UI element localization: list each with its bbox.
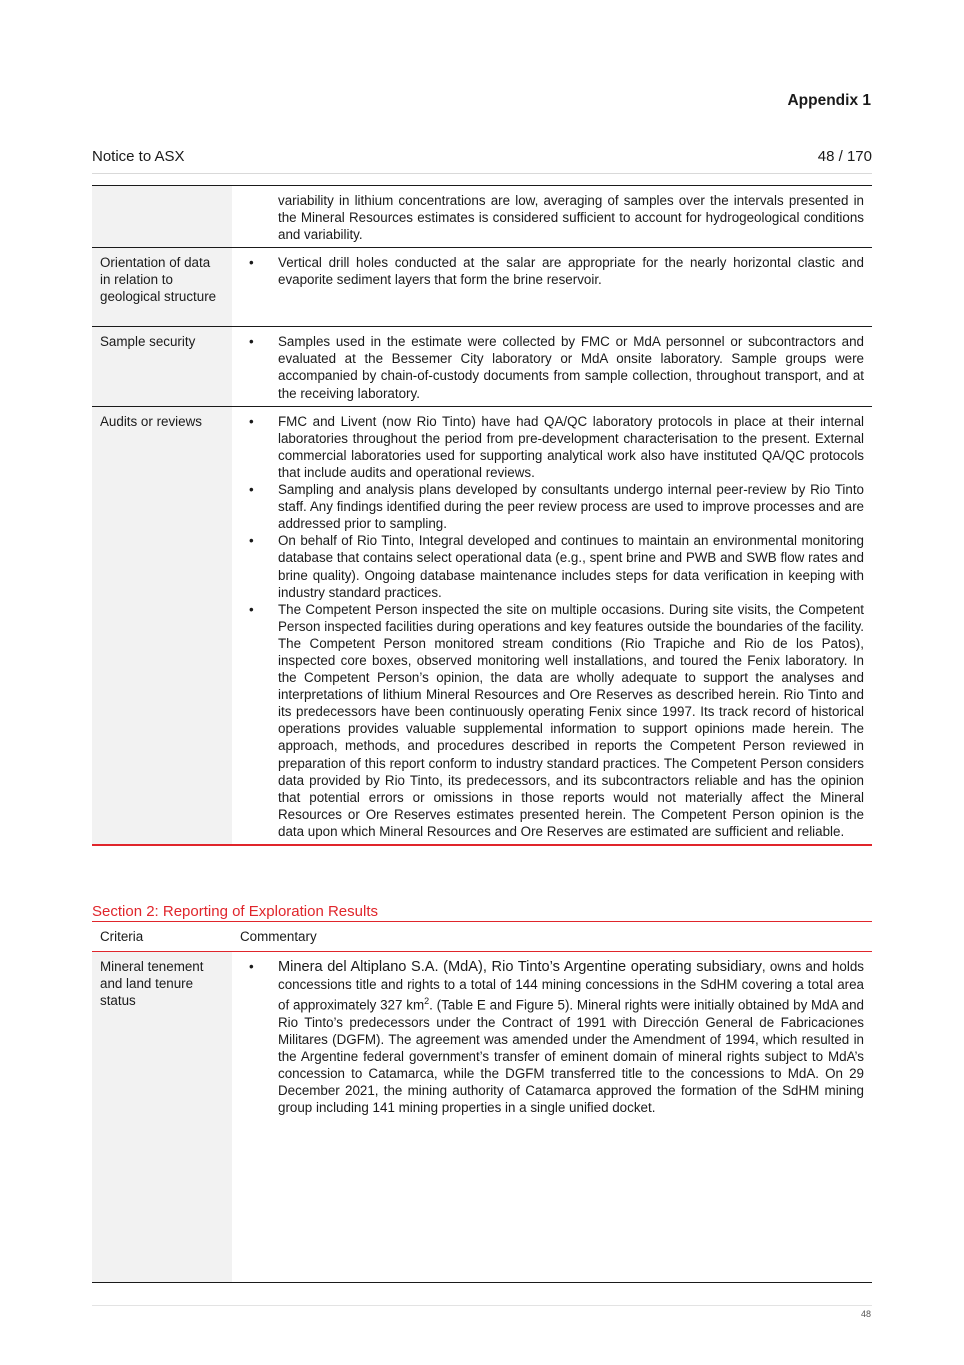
list-item xyxy=(278,958,864,1116)
list-item: • FMC and Livent (now Rio Tinto) have had QA/QC laboratory protocols in place at their internal laboratories throughout the period from pre-development characterisation to the present. External commercial laboratories used for supporting analytical work also have instituted QA/QC protocols that include audits and operational reviews. xyxy=(278,413,864,481)
criteria-cell xyxy=(92,186,232,248)
list-item: • Samples used in the estimate were collected by FMC or MdA personnel or subcontractors and evaluated at the Bessemer City laboratory or MdA onsite laboratory. Sample groups were accompanied by chain-of-custody documents from sample collection, throughout transport, and at the receiving laboratory. xyxy=(278,333,864,401)
section2-table xyxy=(92,922,872,1283)
footer-divider xyxy=(92,1305,872,1306)
table-row xyxy=(92,952,872,1283)
list-item: • The Competent Person inspected the site on multiple occasions. During site visits, the Competent Person inspected facilities during operations and key features outside the boundaries of the facility. The Competent Person monitored stream conditions (Rio Trapiche and Rio de los Patos), inspected core boxes, observed monitoring well installations, and toured the Fenix laboratory. In the Competent Person’s opinion, the data are wholly adequate to support the analyses and interpretations of lithium Mineral Resources and Ore Reserves as described herein. Rio Tinto and its predecessors have been continuously operating Fenix since 1997. Its track record of historical operations provides valuable supplemental information to support opinions made herein. The approach, methods, and procedures described in reports the Competent Person reviewed in preparation of this report conform to industry standard practices. The Competent Person considers data provided by Rio Tinto, its predecessors, and its subcontractors reliable and has the opinion that potential errors or omissions in those reports would not materially affect the Mineral Resources or Ore Reserves estimates presented herein. The Competent Person opinion is the data upon which Mineral Resources and Ore Reserves are estimated are sufficient and reliable. xyxy=(278,601,864,840)
commentary-cell xyxy=(232,952,872,1283)
commentary-cell xyxy=(232,327,872,406)
criteria-cell: Audits or reviews xyxy=(92,406,232,845)
lead-text: Minera del Altiplano S.A. (MdA), Rio Tinto’s Argentine operating subsidiary xyxy=(278,959,762,976)
continuation-text: variability in lithium concentrations are low, averaging of samples over the intervals presented in the Mineral Resources estimates is considered sufficient to account for hydrogeological conditions and variability. xyxy=(278,193,864,243)
page-header xyxy=(92,148,872,165)
list-item: • On behalf of Rio Tinto, Integral developed and continues to maintain an environmental monitoring database that contains select operational data (e.g., spent brine and PWB and SWB flow rates and brine quality). Ongoing database maintenance includes steps for data verification in keeping with industry standard practices. xyxy=(278,532,864,600)
section-title: Section 2: Reporting of Exploration Results xyxy=(92,903,378,920)
appendix-label: Appendix 1 xyxy=(787,92,871,109)
body-text: , owns and holds concessions title and rights to a total of 144 mining concessions in the SdHM covering a total area of approximately 327 km xyxy=(278,959,864,1013)
commentary-header: Commentary xyxy=(232,922,872,952)
table-row xyxy=(92,186,872,248)
criteria-cell: Orientation of data in relation to geological structure xyxy=(92,248,232,327)
footer-page-number: 48 xyxy=(860,1309,871,1319)
list-item: • Vertical drill holes conducted at the salar are appropriate for the nearly horizontal clastic and evaporite sediment layers that form the brine reservoir. xyxy=(278,254,864,288)
table-header-row xyxy=(92,922,872,952)
criteria-cell: Mineral tenement and land tenure status xyxy=(92,952,232,1283)
commentary-cell xyxy=(232,186,872,248)
commentary-cell xyxy=(232,406,872,845)
table-row xyxy=(92,248,872,327)
page-counter: 48 / 170 xyxy=(817,148,872,165)
criteria-cell: Sample security xyxy=(92,327,232,406)
superscript: 2 xyxy=(424,996,430,1007)
body-text-continued: . (Table E and Figure 5). Mineral rights were initially obtained by MdA and Rio Tinto’s predecessors under the Contract of 1991 with Dirección General de Fabricaciones Militares (DGFM). The agreement was amended under the Amendment of 1994, which resulted in the Argentine federal government’s transfer of eminent domain of mineral rights subject to MdA’s concession to Catamarca, while the DGFM transferred title to the concessions to MdA. On 29 December 2021, the mining authority of Catamarca approved the formation of the SdHM mining group including 141 mining properties in a single unified docket. xyxy=(278,997,864,1116)
table-row xyxy=(92,327,872,406)
table-row xyxy=(92,406,872,845)
list-item: • Sampling and analysis plans developed by consultants undergo internal peer-review by Rio Tinto staff. Any findings identified during the peer review process are used to improve processes and are addressed prior to sampling. xyxy=(278,481,864,532)
header-divider xyxy=(92,173,872,174)
notice-title: Notice to ASX xyxy=(92,148,185,165)
criteria-header: Criteria xyxy=(92,922,232,952)
section1-table xyxy=(92,185,872,846)
commentary-cell xyxy=(232,248,872,327)
